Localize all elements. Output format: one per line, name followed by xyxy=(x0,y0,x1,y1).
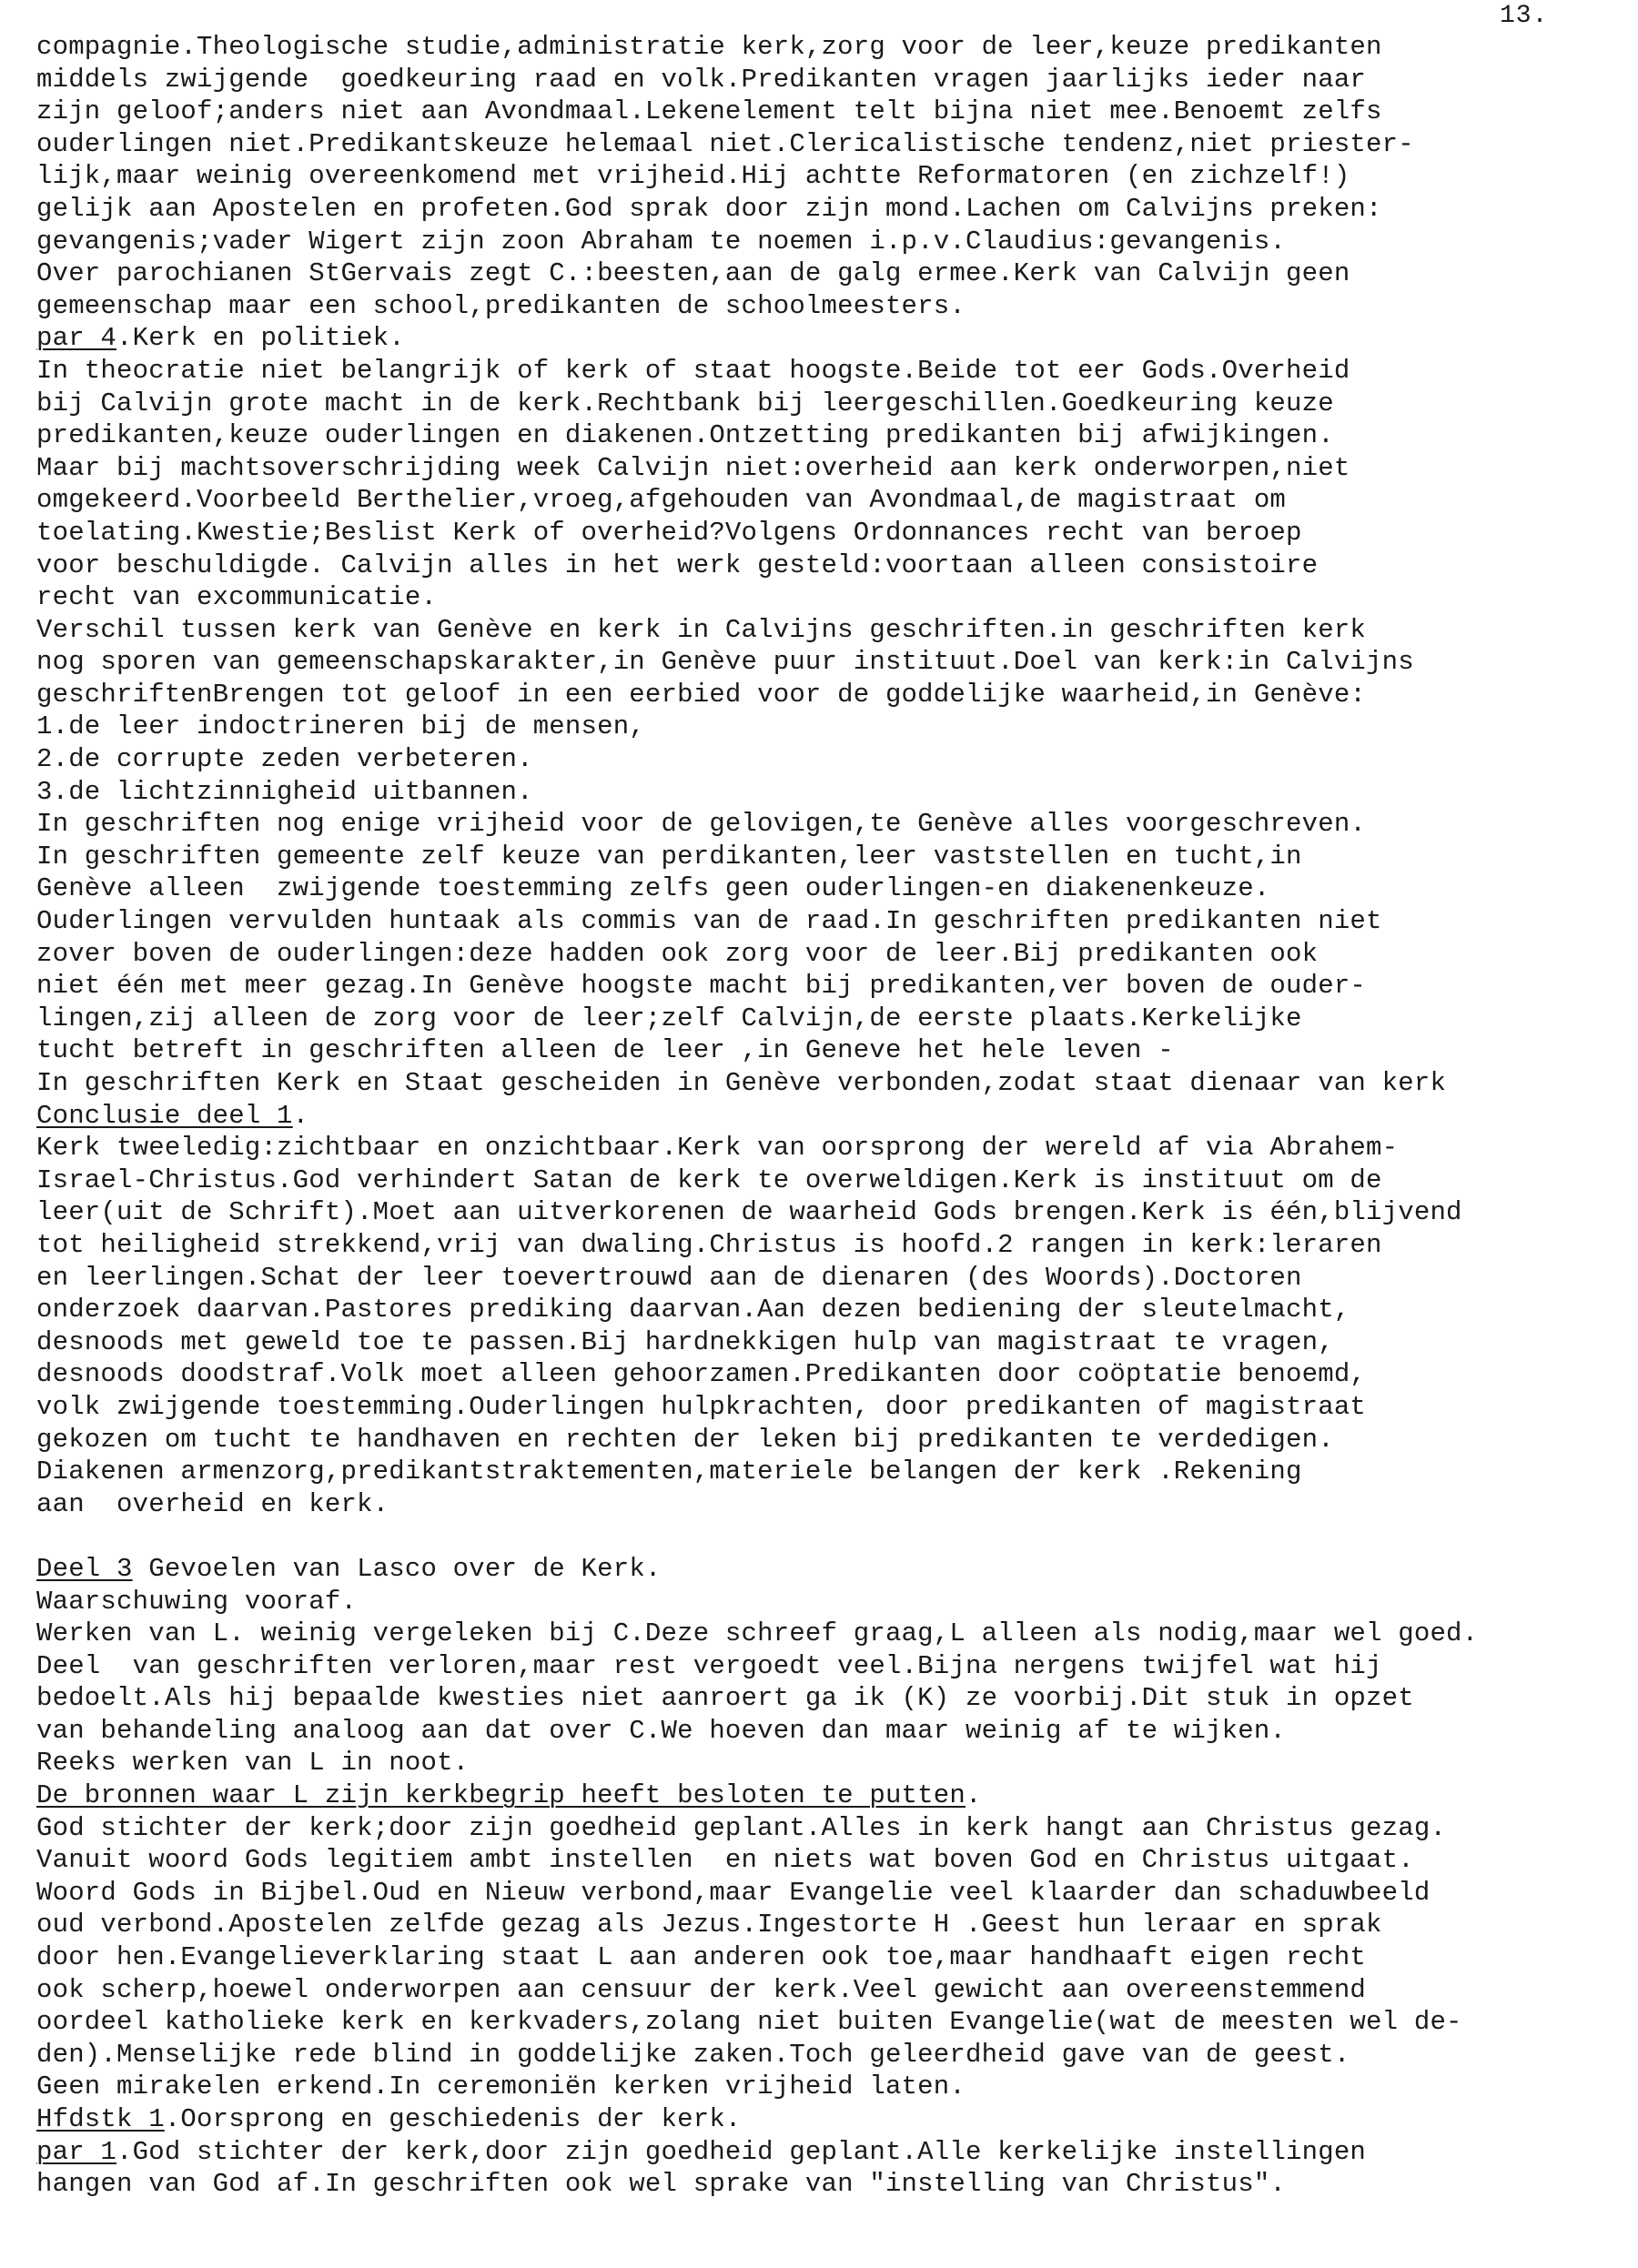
text-line: Maar bij machtsoverschrijding week Calvijn niet:overheid aan kerk onderworpen,niet xyxy=(36,452,1350,483)
text-line: Reeks werken van L in noot. xyxy=(36,1748,470,1779)
section-heading xyxy=(36,322,1620,355)
text-line: oud verbond.Apostelen zelfde gezag als Jezus.Ingestorte H .Geest hun leraar en sprak xyxy=(36,1910,1382,1940)
text-line: omgekeerd.Voorbeeld Berthelier,vroeg,afgehouden van Avondmaal,de magistraat om xyxy=(36,485,1287,516)
text-line: oordeel katholieke kerk en kerkvaders,zolang niet buiten Evangelie(wat de meesten wel de- xyxy=(36,2007,1462,2038)
text-line: 3.de lichtzinnigheid uitbannen. xyxy=(36,776,533,807)
text-line: door hen.Evangelieverklaring staat L aan anderen ook toe,maar handhaaft eigen recht xyxy=(36,1942,1367,1973)
text-line: volk zwijgende toestemming.Ouderlingen hulpkrachten, door predikanten of magistraat xyxy=(36,1391,1367,1422)
text-line: bij Calvijn grote macht in de kerk.Rechtbank bij leergeschillen.Goedkeuring keuze xyxy=(36,388,1334,418)
text-line: lingen,zij alleen de zorg voor de leer;zelf Calvijn,de eerste plaats.Kerkelijke xyxy=(36,1003,1302,1033)
text-line: Waarschuwing vooraf. xyxy=(36,1586,358,1617)
section-heading-text: Gevoelen van Lasco over de Kerk. xyxy=(132,1553,662,1584)
text-line: Genève alleen zwijgende toestemming zelfs geen ouderlingen-en diakenenkeuze. xyxy=(36,873,1270,904)
text-line: God stichter der kerk;door zijn goedheid geplant.Alles in kerk hangt aan Christus gezag. xyxy=(36,1812,1447,1843)
text-line: middels zwijgende goedkeuring raad en volk.Predikanten vragen jaarlijks ieder naar xyxy=(36,64,1367,95)
text-line: aan overheid en kerk. xyxy=(36,1488,389,1519)
text-line: tucht betreft in geschriften alleen de leer ,in Geneve het hele leven - xyxy=(36,1035,1174,1066)
text-line: zover boven de ouderlingen:deze hadden ook zorg voor de leer.Bij predikanten ook xyxy=(36,938,1319,969)
text-line: hangen van God af.In geschriften ook wel sprake van "instelling van Christus". xyxy=(36,2169,1287,2200)
text-line: toelating.Kwestie;Beslist Kerk of overheid?Volgens Ordonnances recht van beroep xyxy=(36,517,1302,548)
text-line: In theocratie niet belangrijk of kerk of staat hoogste.Beide tot eer Gods.Overheid xyxy=(36,355,1350,386)
text-line: Geen mirakelen erkend.In ceremoniën kerken vrijheid laten. xyxy=(36,2071,966,2102)
section-heading xyxy=(36,2136,1620,2169)
text-line: geschriftenBrengen tot geloof in een eerbied voor de goddelijke waarheid,in Genève: xyxy=(36,679,1367,710)
section-heading xyxy=(36,1779,1620,1812)
text-line: en leerlingen.Schat der leer toevertrouwd aan de dienaren (des Woords).Doctoren xyxy=(36,1262,1302,1293)
text-line: bedoelt.Als hij bepaalde kwesties niet aanroert ga ik (K) ze voorbij.Dit stuk in opzet xyxy=(36,1683,1414,1714)
text-line: gekozen om tucht te handhaven en rechten der leken bij predikanten te verdedigen. xyxy=(36,1424,1334,1455)
section-heading xyxy=(36,1100,1620,1133)
section-heading xyxy=(36,2103,1620,2136)
text-line: ook scherp,hoewel onderworpen aan censuur der kerk.Veel gewicht aan overeenstemmend xyxy=(36,1974,1367,2005)
text-line: Werken van L. weinig vergeleken bij C.Deze schreef graag,L alleen als nodig,maar wel goed. xyxy=(36,1618,1479,1649)
text-line: Woord Gods in Bijbel.Oud en Nieuw verbond,maar Evangelie veel klaarder dan schaduwbeeld xyxy=(36,1877,1431,1908)
text-line: In geschriften Kerk en Staat gescheiden in Genève verbonden,zodat staat dienaar van kerk xyxy=(36,1068,1447,1098)
text-line: lijk,maar weinig overeenkomend met vrijheid.Hij achtte Reformatoren (en zichzelf!) xyxy=(36,161,1350,192)
document-body xyxy=(36,31,1620,2201)
text-line: Over parochianen StGervais zegt C.:beesten,aan de galg ermee.Kerk van Calvijn geen xyxy=(36,258,1350,289)
text-line: den).Menselijke rede blind in goddelijke zaken.Toch geleerdheid gave van de geest. xyxy=(36,2039,1350,2070)
text-line: voor beschuldigde. Calvijn alles in het werk gesteld:voortaan alleen consistoire xyxy=(36,549,1319,580)
text-line: ouderlingen niet.Predikantskeuze helemaal niet.Clericalistische tendenz,niet priester- xyxy=(36,128,1414,159)
section-heading-text: .God stichter der kerk,door zijn goedheid geplant.Alle kerkelijke instellingen xyxy=(116,2136,1367,2167)
text-line: Israel-Christus.God verhindert Satan de kerk te overweldigen.Kerk is instituut om de xyxy=(36,1164,1382,1195)
text-line: Diakenen armenzorg,predikantstraktementen,materiele belangen der kerk .Rekening xyxy=(36,1457,1302,1487)
text-line: zijn geloof;anders niet aan Avondmaal.Lekenelement telt bijna niet mee.Benoemt zelfs xyxy=(36,96,1382,127)
section-heading-label: Hfdstk 1 xyxy=(36,2104,165,2134)
text-line: onderzoek daarvan.Pastores prediking daarvan.Aan dezen bediening der sleutelmacht, xyxy=(36,1295,1350,1326)
text-line: desnoods doodstraf.Volk moet alleen gehoorzamen.Predikanten door coöptatie benoemd, xyxy=(36,1359,1367,1390)
text-line: desnoods met geweld toe te passen.Bij hardnekkigen hulp van magistraat te vragen, xyxy=(36,1326,1334,1357)
text-line: gevangenis;vader Wigert zijn zoon Abraham te noemen i.p.v.Claudius:gevangenis. xyxy=(36,226,1287,257)
section-heading-text: . xyxy=(292,1100,309,1131)
section-heading-text: . xyxy=(965,1780,982,1811)
page-number: 13. xyxy=(1500,2,1549,30)
section-heading-text: .Oorsprong en geschiedenis der kerk. xyxy=(164,2104,742,2134)
text-line: Verschil tussen kerk van Genève en kerk in Calvijns geschriften.in geschriften kerk xyxy=(36,614,1367,645)
blank-line xyxy=(36,1520,1620,1553)
text-line: gelijk aan Apostelen en profeten.God sprak door zijn mond.Lachen om Calvijns preken: xyxy=(36,193,1382,224)
text-line: van behandeling analoog aan dat over C.We hoeven dan maar weinig af te wijken. xyxy=(36,1715,1287,1746)
text-line: Deel van geschriften verloren,maar rest vergoedt veel.Bijna nergens twijfel wat hij xyxy=(36,1650,1382,1681)
section-heading-text: .Kerk en politiek. xyxy=(116,323,405,354)
text-line: In geschriften gemeente zelf keuze van perdikanten,leer vaststellen en tucht,in xyxy=(36,841,1302,872)
section-heading-label: par 4 xyxy=(36,323,117,354)
section-heading-label: De bronnen waar L zijn kerkbegrip heeft besloten te putten xyxy=(36,1780,966,1811)
text-line: gemeenschap maar een school,predikanten de schoolmeesters. xyxy=(36,290,966,321)
section-heading-label: Deel 3 xyxy=(36,1553,133,1584)
text-line: 1.de leer indoctrineren bij de mensen, xyxy=(36,711,645,742)
section-heading xyxy=(36,1553,1620,1586)
text-line: leer(uit de Schrift).Moet aan uitverkorenen de waarheid Gods brengen.Kerk is één,blijvend xyxy=(36,1197,1462,1228)
text-line: In geschriften nog enige vrijheid voor de gelovigen,te Genève alles voorgeschreven. xyxy=(36,809,1367,840)
section-heading-label: Conclusie deel 1 xyxy=(36,1100,293,1131)
text-line: niet één met meer gezag.In Genève hoogste macht bij predikanten,ver boven de ouder- xyxy=(36,971,1367,1002)
text-line: Ouderlingen vervulden huntaak als commis van de raad.In geschriften predikanten niet xyxy=(36,906,1382,937)
text-line: recht van excommunicatie. xyxy=(36,582,438,613)
section-heading-label: par 1 xyxy=(36,2136,117,2167)
text-line: nog sporen van gemeenschapskarakter,in Genève puur instituut.Doel van kerk:in Calvijns xyxy=(36,647,1414,678)
text-line: predikanten,keuze ouderlingen en diakenen.Ontzetting predikanten bij afwijkingen. xyxy=(36,420,1334,451)
text-line: compagnie.Theologische studie,administratie kerk,zorg voor de leer,keuze predikanten xyxy=(36,32,1382,62)
text-line: Kerk tweeledig:zichtbaar en onzichtbaar.Kerk van oorsprong der wereld af via Abrahem- xyxy=(36,1133,1399,1164)
text-line: tot heiligheid strekkend,vrij van dwaling.Christus is hoofd.2 rangen in kerk:leraren xyxy=(36,1229,1382,1260)
text-line: Vanuit woord Gods legitiem ambt instellen en niets wat boven God en Christus uitgaat. xyxy=(36,1845,1414,1876)
text-line: 2.de corrupte zeden verbeteren. xyxy=(36,744,533,775)
